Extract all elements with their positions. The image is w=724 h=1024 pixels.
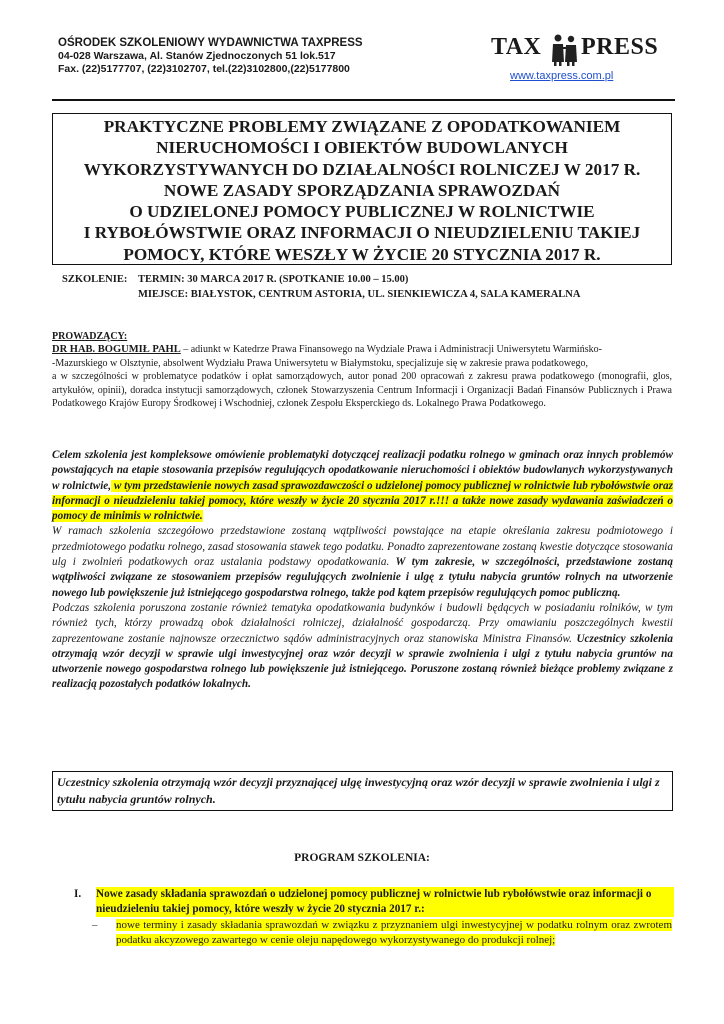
title-line: NOWE ZASADY SPORZĄDZANIA SPRAWOZDAŃ <box>163 180 561 200</box>
instructor-bio <box>52 343 672 356</box>
description-bold-text: Uczestnicy szkolenia otrzymają wzór decyzji w sprawie ulgi inwestycyjnej oraz wzór decyzji w sprawie zwolnienia i ulgi z tytułu nabycia gruntów na utworzenie nowego gospodarstwa rolnego lub powiększenie już istniejącego. Poruszone zostaną również bieżące problemy związane z realizacją pozostałych podatków lokalnych. <box>52 632 674 691</box>
training-label: SZKOLENIE: <box>62 274 128 285</box>
program-bullet <box>92 918 672 948</box>
logo-text-right: PRESS <box>581 34 659 60</box>
instructor-bio-line-3: a w szczególności w problematyce podatków i opłat samorządowych, autor ponad 200 opracowań z zakresu prawa podatkowego (monografii, glos, artykułów, opinii), doradca instytucji samorządowych, członek Stowarzyszenia Centrum Informacji i Organizacji Badań Finansów Publicznych i Prawa Podatkowego Krajów Europy Środkowej i Wschodniej, członek Zespołu Eksperckiego ds. Lokalnego Prawa Podatkowego. <box>52 371 672 410</box>
training-description <box>52 448 673 693</box>
bullet-dash: – <box>92 919 98 931</box>
description-lead: Celem szkolenia jest kompleksowe omówienie problematyki dotyczącej realizacji podatku rolnego w gminach oraz innych problemów powstających na etapie stosowania przepisów regulujących opodatkowanie nieruchomości i obiektów budowlanych wykorzystywanych w rolnictwie, <box>52 449 673 492</box>
instructor-bio-line-2: -Mazurskiego w Olsztynie, absolwent Wydziału Prawa Uniwersytetu w Białymstoku, specjalizuje się w zakresie prawa podatkowego, <box>52 357 589 369</box>
section-title: Nowe zasady składania sprawozdań o udzielonej pomocy publicznej w rolnictwie lub rybołówstwie oraz informacji o nieudzieleniu takiej pomocy, które weszły w życie 20 stycznia 2017 r.: <box>96 887 674 917</box>
website-link[interactable]: www.taxpress.com.pl <box>510 70 614 82</box>
logo-text-left: TAX <box>491 34 542 60</box>
description-highlight: w tym przedstawienie nowych zasad sprawozdawczości o udzielonej pomocy publicznej w rolnictwie lub rybołówstwie oraz informacji o nieudzieleniu takiej pomocy, które weszły w życie 20 stycznia 2017 r.!!! a także nowe zasady wydawania zaświadczeń o pomocy de minimis w rolnictwie. <box>52 479 673 523</box>
logo-figures-icon <box>549 32 579 66</box>
organization-contact: Fax. (22)5177707, (22)3102707, tel.(22)3102800,(22)5177800 <box>58 63 350 75</box>
description-text: Podczas szkolenia poruszona zostanie również tematyka opodatkowania budynków i budowli będących w posiadaniu rolników, w tym również tych, którzy prowadzą obok działalności rolniczej, działalność gospodarczą. Przy omawianiu poszczególnych kwestii zaprezentowane zostanie najnowsze orzecznictwo sądów administracyjnych oraz stanowiska Ministra Finansów. <box>52 601 673 645</box>
program-section-1 <box>74 887 674 917</box>
program-heading: PROGRAM SZKOLENIA: <box>294 852 430 864</box>
organization-address: 04-028 Warszawa, Al. Stanów Zjednoczonych 51 lok.517 <box>58 50 336 62</box>
instructor-label: PROWADZĄCY: <box>52 331 128 342</box>
description-paragraph-3 <box>52 601 673 693</box>
bullet-text: nowe terminy i zasady składania sprawozdań w związku z przyznaniem ulgi inwestycyjnej w podatku rolnym oraz zwrotem podatku akcyzowego zawartego w cenie oleju napędowego wykorzystywanego do produkcji rolnej; <box>116 919 672 947</box>
header-divider <box>52 99 675 101</box>
taxpress-logo <box>491 32 659 66</box>
instructor-section <box>52 330 672 410</box>
training-title-box <box>52 113 672 265</box>
section-number: I. <box>74 888 82 900</box>
description-paragraph-2 <box>52 524 673 600</box>
training-term: TERMIN: 30 MARCA 2017 R. (SPOTKANIE 10.00 – 15.00) <box>138 274 409 285</box>
training-place: MIEJSCE: BIAŁYSTOK, CENTRUM ASTORIA, UL. SIENKIEWICZA 4, SALA KAMERALNA <box>138 289 581 300</box>
description-text: W ramach szkolenia szczegółowo przedstawione zostaną wątpliwości powstające na etapie określania zakresu podmiotowego i przedmiotowego podatku rolnego, zasad stosowania stawek tego podatku. Ponadto zaprezentowane zostaną kwestie dotyczące stosowania ulg i zwolnień podatkowych oraz ustalania podstawy opodatkowania. <box>52 525 673 569</box>
title-line: NIERUCHOMOŚCI I OBIEKTÓW BUDOWLANYCH <box>156 138 568 158</box>
organization-name: OŚRODEK SZKOLENIOWY WYDAWNICTWA TAXPRESS <box>58 37 363 49</box>
title-line: WYKORZYSTYWANYCH DO DZIAŁALNOŚCI ROLNICZEJ W 2017 R. <box>83 159 641 179</box>
description-bold-text: W tym zakresie, w szczególności, przedstawione zostaną wątpliwości związane ze stosowaniem przepisów regulujących zwolnienie i ulgę z tytułu nabycia gruntów rolnych na utworzenie nowego lub powiększenie już istniejącego gospodarstwa rolnego, także pod kątem przepisów regulujących pomoc publiczną. <box>52 556 673 599</box>
title-line: POMOCY, KTÓRE WESZŁY W ŻYCIE 20 STYCZNIA 2017 R. <box>123 244 601 264</box>
instructor-bio-line-1: – adiunkt w Katedrze Prawa Finansowego na Wydziale Prawa i Administracji Uniwersytetu Warmińsko- <box>180 344 602 356</box>
instructor-name: DR HAB. BOGUMIŁ PAHL <box>52 344 181 356</box>
title-line: I RYBOŁÓWSTWIE ORAZ INFORMACJI O NIEUDZIELENIU TAKIEJ <box>83 223 641 243</box>
title-line: O UDZIELONEJ POMOCY PUBLICZNEJ W ROLNICTWIE <box>129 202 595 222</box>
title-line: PRAKTYCZNE PROBLEMY ZWIĄZANE Z OPODATKOWANIEM <box>103 117 621 136</box>
description-paragraph-1 <box>52 448 673 524</box>
participants-note-box: Uczestnicy szkolenia otrzymają wzór decyzji przyznającej ulgę inwestycyjną oraz wzór decyzji w sprawie zwolnienia i ulgi z tytułu nabycia gruntów rolnych. <box>52 771 673 811</box>
